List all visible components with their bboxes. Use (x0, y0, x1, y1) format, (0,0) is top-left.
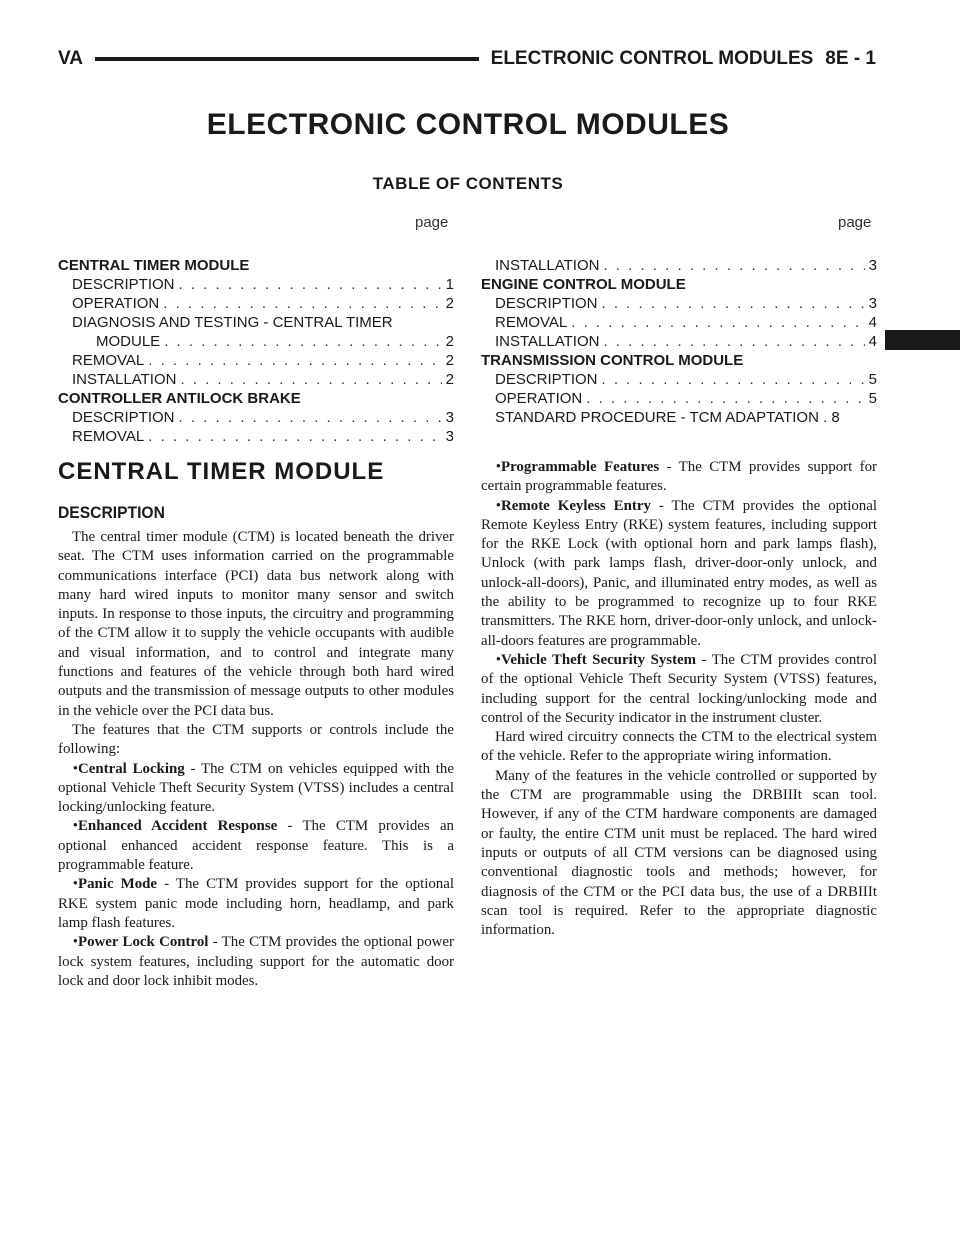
bullet-item: •Power Lock Control - The CTM provides the optional power lock system features, including support for the automatic door lock and door lock inhibit modes. (58, 934, 454, 989)
toc-heading: ENGINE CONTROL MODULE (481, 276, 686, 293)
subsection-title: DESCRIPTION (58, 503, 165, 522)
paragraph: Many of the features in the vehicle controlled or supported by the CTM are programmable using the DRBIIIt scan tool. However, if any of the CTM hardware components are damaged or faulty, the entire CTM unit must be replaced. The hard wired inputs or outputs of all CTM versions can be diagnosed using conventional diagnostic tools and methods; however, for diagnosis of the CTM or the PCI data bus, the use of a DRBIIIt scan tool is required. Refer to the appropriate diagnostic information. (481, 767, 877, 939)
toc-heading: CENTRAL TIMER MODULE (58, 257, 250, 274)
page-header (58, 44, 876, 74)
toc-entry[interactable]: REMOVAL . . . 4 (481, 313, 877, 332)
toc-entry[interactable]: OPERATION . . . 5 (481, 389, 877, 408)
body-column-right (481, 458, 877, 940)
body-column-left (58, 458, 454, 991)
toc-entry[interactable]: REMOVAL . . . 3 (58, 427, 454, 446)
toc-entry[interactable]: STANDARD PROCEDURE - TCM ADAPTATION . 8 (495, 409, 840, 426)
paragraph: The features that the CTM supports or controls include the following: (58, 721, 454, 758)
toc-title: TABLE OF CONTENTS (372, 174, 564, 193)
bullet-term: Programmable Features (501, 459, 660, 475)
bullet-term: Panic Mode (78, 876, 158, 893)
bullet-item: •Panic Mode - The CTM provides support for the optional RKE system panic mode including horn, headlamp, and park lamp flash features. (58, 876, 454, 931)
header-right (491, 48, 876, 70)
toc-entry[interactable]: INSTALLATION . . . 2 (58, 370, 454, 389)
toc-entry[interactable]: OPERATION . . . 2 (58, 294, 454, 313)
toc-heading: TRANSMISSION CONTROL MODULE (481, 352, 744, 369)
toc-entry[interactable]: DESCRIPTION . . . 3 (481, 294, 877, 313)
toc-heading: CONTROLLER ANTILOCK BRAKE (58, 390, 301, 407)
bullet-term: Power Lock Control (78, 934, 209, 951)
bullet-item: •Vehicle Theft Security System - The CTM provides control of the optional Vehicle Theft Security System (VTSS) features, including support for the central locking/unlocking mode and control of the Security indicator in the instrument cluster. (481, 651, 877, 726)
toc-column-right (481, 256, 877, 427)
bullet-item: •Enhanced Accident Response - The CTM provides an optional enhanced accident response feature. This is a programmable feature. (58, 818, 455, 874)
chapter-tab-marker (885, 330, 960, 350)
toc-entry[interactable]: INSTALLATION . . . 3 (481, 256, 877, 275)
toc-entry[interactable]: MODULE . . . 2 (58, 332, 454, 351)
document-title: ELECTRONIC CONTROL MODULES (206, 108, 730, 141)
section-title: CENTRAL TIMER MODULE (58, 458, 385, 485)
toc-entry[interactable]: DESCRIPTION . . . 1 (58, 275, 454, 294)
bullet-item: •Central Locking - The CTM on vehicles equipped with the optional Vehicle Theft Security System (VTSS) includes a central locking/unlocking feature. (58, 760, 454, 816)
header-page-number: 8E - 1 (825, 48, 876, 69)
bullet-term: Central Locking (78, 760, 185, 777)
bullet-term: Remote Keyless Entry (501, 497, 651, 514)
bullet-term: Enhanced Accident Response (78, 818, 278, 835)
toc-column-left (58, 256, 454, 446)
toc-entry[interactable]: DIAGNOSIS AND TESTING - CENTRAL TIMER (72, 314, 393, 331)
bullet-item: •Programmable Features - The CTM provides support for certain programmable features. (481, 459, 877, 495)
toc-entry[interactable]: DESCRIPTION . . . 3 (58, 408, 454, 427)
toc-entry[interactable]: REMOVAL . . . 2 (58, 351, 454, 370)
toc-page-label-left: page (415, 214, 449, 231)
toc-entry[interactable]: DESCRIPTION . . . 5 (481, 370, 877, 389)
paragraph: The central timer module (CTM) is located beneath the driver seat. The CTM uses information carried on the programmable communications interface (PCI) data bus network along with many hard wired inputs to monitor many sensor and switch inputs. In response to those inputs, the circuitry and programming of the CTM allow it to supply the vehicle occupants with audible and visual information, and to control and integrate many functions and features of the vehicle through both hard wired outputs and the transmission of message outputs to other modules in the vehicle over the PCI data bus. (58, 529, 454, 719)
bullet-item: •Remote Keyless Entry - The CTM provides the optional Remote Keyless Entry (RKE) system features, including support for the RKE Lock (with optional horn and park lamps flash), Unlock (with park lamps flash, driver-door-only unlock, and unlock-all-doors), Panic, and illuminated entry modes, as well as the ability to be programmed to recognize up to four RKE transmitters. The RKE horn, driver-door-only unlock, and unlock-all-doors features are programmable. (481, 497, 877, 649)
header-left-code: VA (58, 48, 83, 69)
toc-page-label-right: page (838, 214, 872, 231)
header-chapter: ELECTRONIC CONTROL MODULES (490, 48, 814, 69)
paragraph: Hard wired circuitry connects the CTM to the electrical system of the vehicle. Refer to the appropriate wiring information. (481, 729, 877, 765)
bullet-term: Vehicle Theft Security System (501, 651, 697, 668)
toc-entry[interactable]: INSTALLATION . . . 4 (481, 332, 877, 351)
header-rule (95, 57, 479, 61)
